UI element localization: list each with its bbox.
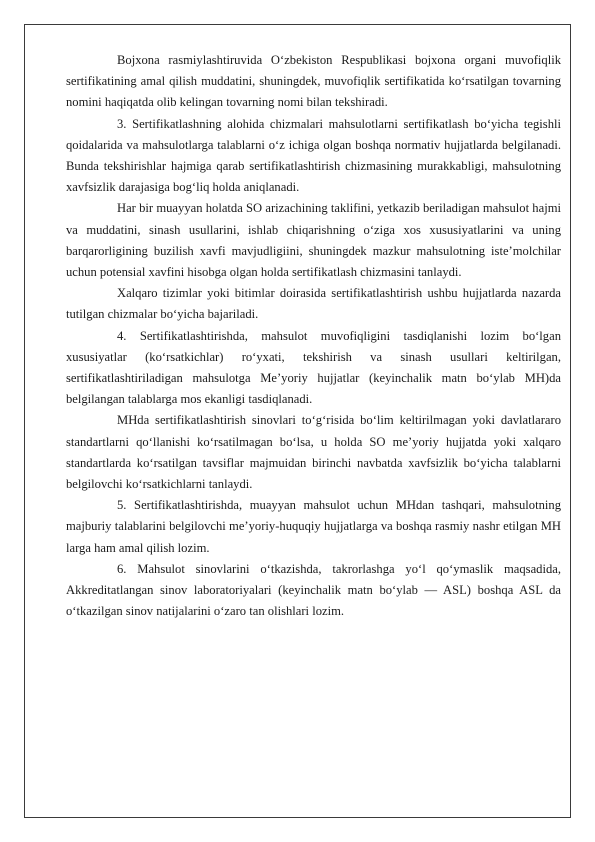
document-body <box>66 50 561 622</box>
paragraph-customs-check: Bojxona rasmiylashtiruvida O‘zbekiston Respublikasi bojxona organi muvofiqlik sertifikatining amal qilish muddatini, shuningdek, muvofiqlik sertifikatida ko‘rsatilgan tovarning nomini haqiqatda olib kelingan tovarning nomi bilan tekshiradi. <box>66 53 561 110</box>
paragraph-6-accredited-labs: 6. Mahsulot sinovlarini o‘tkazishda, takrorlashga yo‘l qo‘ymaslik maqsadida, Akkreditatlangan sinov laboratoriyalari (keyinchalik matn bo‘ylab — ASL) boshqa ASL da o‘tkazilgan sinov natijalarini o‘zaro tan olishlari lozim. <box>66 561 561 619</box>
paragraph-4-conformity-properties: 4. Sertifikatlashtirishda, mahsulot muvofiqligini tasdiqlanishi lozim bo‘lgan xususiyatlar (ko‘rsatkichlar) ro‘yxati, tekshirish va sinash usullari keltirilgan, sertifikatlashtiriladigan mahsulotga Me’yoriy hujjatlar (keyinchalik matn bo‘ylab MH)da belgilangan talablarga mos ekanligi tasdiqlanadi. <box>66 328 561 407</box>
paragraph-scheme-selection: Har bir muayyan holatda SO arizachining taklifini, yetkazib beriladigan mahsulot hajmi va muddatini, sinash usullarini, ishlab chiqarishning o‘ziga xos xususiyatlarini va uning barqarorligining buzilish xavfi mavjudligiini, shuningdek mazkur mahsulotning iste’molchilar uchun potensial xavfini hisobga olgan holda sertifikatlash chizmasini tanlaydi. <box>66 201 561 280</box>
paragraph-international-systems: Xalqaro tizimlar yoki bitimlar doirasida sertifikatlashtirish ushbu hujjatlarda nazarda tutilgan chizmalar bo‘yicha bajariladi. <box>66 286 561 322</box>
paragraph-mh-test-section: MHda sertifikatlashtirish sinovlari to‘g‘risida bo‘lim keltirilmagan yoki davlatlararo standartlarni qo‘llanishi ko‘rsatilmagan bo‘lsa, u holda SO me’yoriy hujjatda yoki xalqaro standartlarda ko‘rsatilgan tavsiflar majmuidan birinchi navbatda xavfsizlik bo‘yicha talablarni belgilovchi ko‘rsatkichlarni tanlaydi. <box>66 413 561 492</box>
paragraph-5-regulatory-documents: 5. Sertifikatlashtirishda, muayyan mahsulot uchun MHdan tashqari, mahsulotning majburiy talablarini belgilovchi me’yoriy-huquqiy hujjatlarga va boshqa rasmiy nashr etilgan MH larga ham amal qilish lozim. <box>66 498 561 555</box>
paragraph-3-certification-schemes: 3. Sertifikatlashning alohida chizmalari mahsulotlarni sertifikatlash bo‘yicha tegishli qoidalarida va mahsulotlarga talablarni o‘z ichiga olgan boshqa normativ hujjatlarda belgilanadi. Bunda tekshirishlar hajmiga qarab sertifikatlashtirish chizmasining murakkabligi, mahsulotning xavfsizlik darajasiga bog‘liq holda aniqlanadi. <box>66 116 561 195</box>
